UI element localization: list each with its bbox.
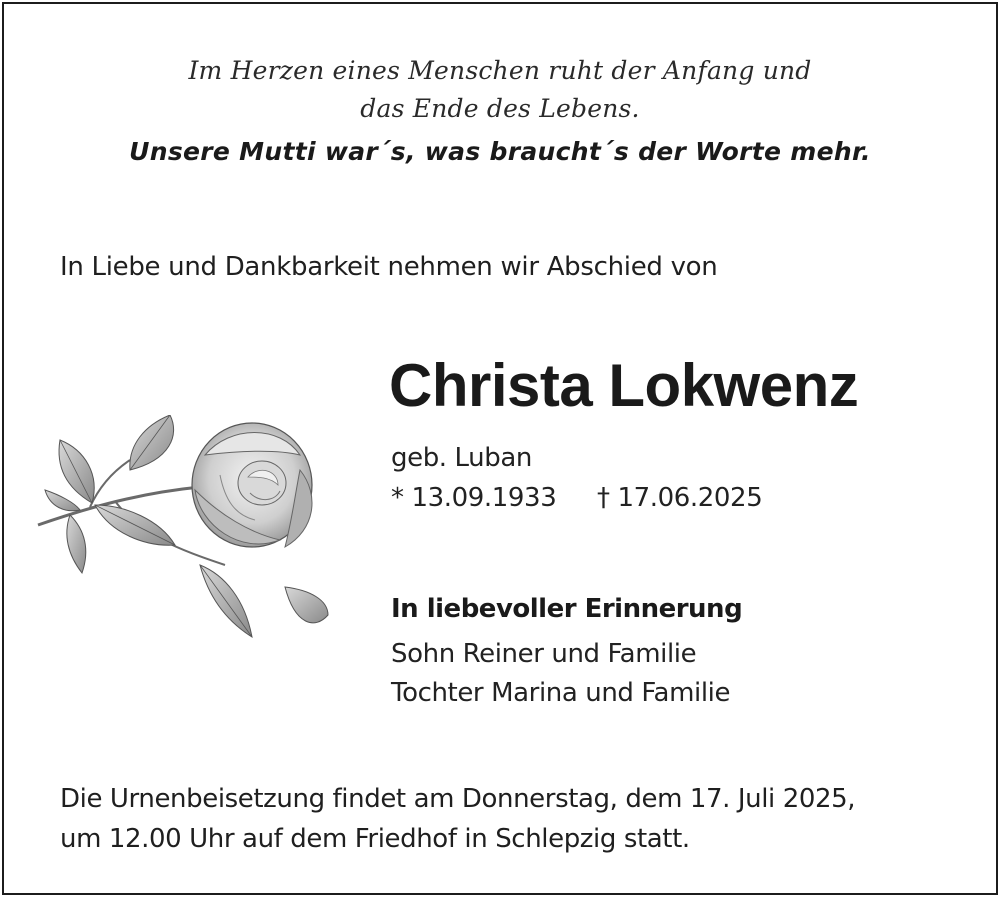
rose-illustration: [30, 415, 340, 645]
mourners-heading: In liebevoller Erinnerung: [391, 594, 743, 624]
birth-date: * 13.09.1933: [391, 483, 557, 513]
mourner-line-2: Tochter Marina und Familie: [391, 678, 731, 708]
burial-line-1: Die Urnenbeisetzung findet am Donnerstag, dem 17. Juli 2025,: [60, 784, 856, 814]
mourner-line-1: Sohn Reiner und Familie: [391, 639, 697, 669]
burial-line-2: um 12.00 Uhr auf dem Friedhof in Schlepzig statt.: [60, 824, 690, 854]
quote-line-1: Im Herzen eines Menschen ruht der Anfang und: [188, 56, 812, 85]
intro-text: In Liebe und Dankbarkeit nehmen wir Abschied von: [60, 252, 718, 282]
birth-name: geb. Luban: [391, 443, 532, 473]
quote-line-2: das Ende des Lebens.: [360, 94, 640, 123]
life-dates: [391, 483, 763, 513]
death-date: † 17.06.2025: [597, 483, 763, 513]
quote-line-3: Unsere Mutti war´s, was braucht´s der Worte mehr.: [129, 137, 871, 166]
deceased-name: Christa Lokwenz: [389, 352, 859, 419]
